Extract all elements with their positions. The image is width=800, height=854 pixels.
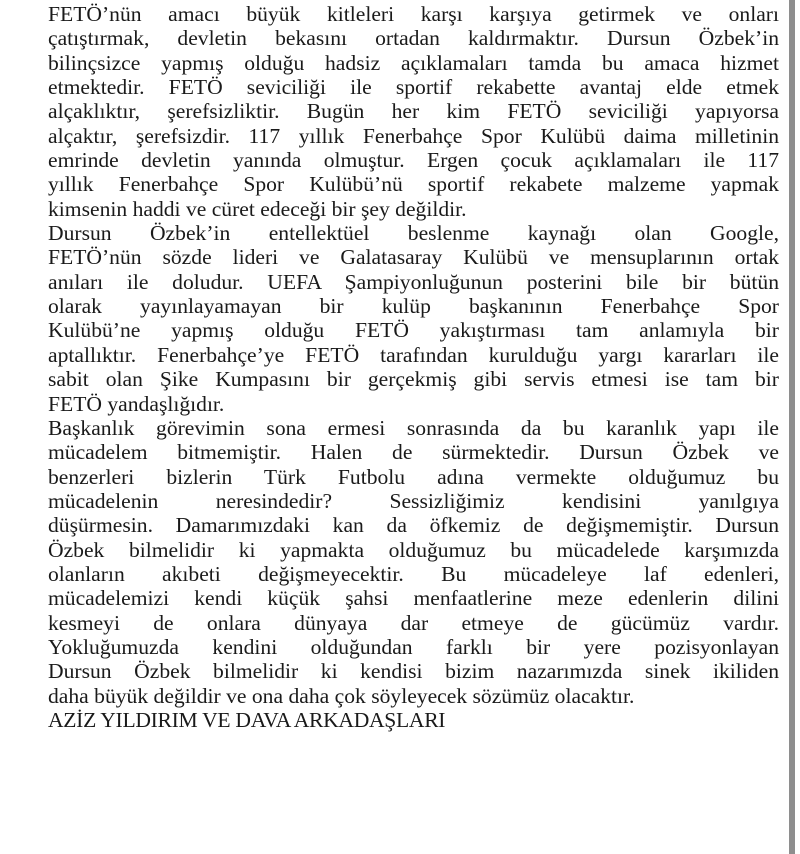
text-line: etmektedir. FETÖ seviciliği ile sportif rekabette avantaj elde etmek [48,75,779,100]
text-line: Dursun Özbek bilmelidir ki kendisi bizim nazarımızda sinek ikiliden [48,659,779,684]
text-line: Yokluğumuzda kendini olduğundan farklı bir yere pozisyonlayan [48,634,779,659]
text-line: olanların akıbeti değişmeyecektir. Bu mücadeleye laf edenleri, [48,561,779,586]
text-line: olarak yayınlayamayan bir kulüp başkanının Fenerbahçe Spor [48,294,779,319]
text-line: bilinçsizce yapmış olduğu hadsiz açıklamaları tamda bu amaca hizmet [48,50,779,75]
page-edge-divider [789,0,795,854]
text-line: Başkanlık görevimin sona ermesi sonrasında da bu karanlık yapı ile [48,415,779,440]
text-line: kimsenin haddi ve cüret edeceği bir şey değildir. [48,196,467,221]
text-line: sabit olan Şike Kumpasını bir gerçekmiş gibi servis etmesi ise tam bir [48,367,779,392]
text-line: daha büyük değildir ve ona daha çok söyleyecek sözümüz olacaktır. [48,683,635,708]
text-line: FETÖ’nün amacı büyük kitleleri karşı karşıya getirmek ve onları [48,2,779,26]
text-line: aptallıktır. Fenerbahçe’ye FETÖ tarafından kurulduğu yargı kararları ile [48,342,779,367]
paragraph-3 [48,416,779,708]
text-line: mücadelenin neresindedir? Sessizliğimiz kendisini yanılgıya [48,488,779,513]
text-line: alçaktır, şerefsizdir. 117 yıllık Fenerbahçe Spor Kulübü daima milletinin [48,123,779,148]
paragraph-1 [48,2,779,221]
text-line: kesmeyi de onlara dünyaya dar etmeye de gücümüz vardır. [48,610,779,635]
text-line: FETÖ yandaşlığıdır. [48,391,225,416]
paragraph-2 [48,221,779,416]
text-line: alçaklıktır, şerefsizliktir. Bugün her kim FETÖ seviciliği yapıyorsa [48,99,779,124]
text-line: düşürmesin. Damarımızdaki kan da öfkemiz de değişmemiştir. Dursun [48,513,779,538]
text-line: benzerleri bizlerin Türk Futbolu adına vermekte olduğumuz bu [48,464,779,489]
document-page [48,2,779,732]
text-line: mücadelem bitmemiştir. Halen de sürmektedir. Dursun Özbek ve [48,440,779,465]
text-line: FETÖ’nün sözde lideri ve Galatasaray Kulübü ve mensuplarının ortak [48,245,779,270]
text-line: yıllık Fenerbahçe Spor Kulübü’nü sportif rekabete malzeme yapmak [48,172,779,197]
text-line: çatıştırmak, devletin bekasını ortadan kaldırmaktır. Dursun Özbek’in [48,26,779,51]
signature: AZİZ YILDIRIM VE DAVA ARKADAŞLARI [48,707,446,732]
text-line: mücadelemizi kendi küçük şahsi menfaatlerine meze edenlerin dilini [48,586,779,611]
text-line: Özbek bilmelidir ki yapmakta olduğumuz bu mücadelede karşımızda [48,537,779,562]
text-line: anıları ile doludur. UEFA Şampiyonluğunun posterini bile bir bütün [48,269,779,294]
text-line: Dursun Özbek’in entellektüel beslenme kaynağı olan Google, [48,221,779,246]
text-line: Kulübü’ne yapmış olduğu FETÖ yakıştırması tam anlamıyla bir [48,318,779,343]
text-line: emrinde devletin yanında olmuştur. Ergen çocuk açıklamaları ile 117 [48,148,779,173]
